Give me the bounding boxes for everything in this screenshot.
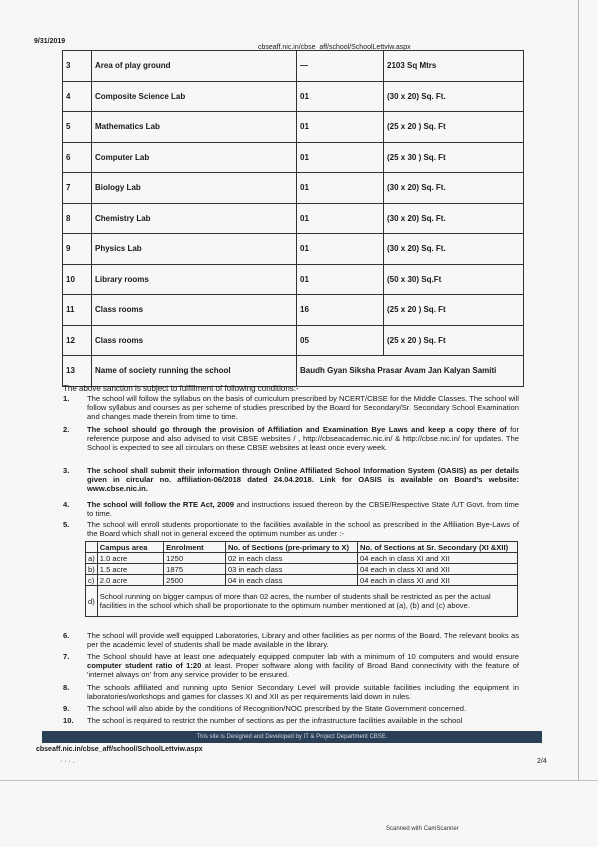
condition-bold: computer student ratio of 1:20: [87, 661, 202, 670]
facility-size: (50 x 30) Sq.Ft: [384, 264, 524, 295]
enrolment-count: 2500: [164, 575, 226, 586]
row-number: 6: [63, 142, 92, 173]
scanner-watermark: Scanned with CamScanner: [386, 826, 459, 832]
footer-url: cbseaff.nic.in/cbse_aff/school/SchoolLettviw.aspx: [36, 746, 203, 753]
campus-area: 1.5 acre: [97, 564, 163, 575]
condition-number: 2.: [63, 425, 70, 434]
condition-4: [63, 500, 519, 518]
enrolment-row: [86, 553, 518, 564]
condition-number: 1.: [63, 394, 70, 403]
print-date: 9/31/2019: [34, 38, 66, 45]
header-url: cbseaff.nic.in/cbse_aff/school/SchoolLettviw.aspx: [258, 44, 411, 51]
enrolment-header-row: [86, 542, 518, 553]
campus-area: 2.0 acre: [97, 575, 163, 586]
column-header: Campus area: [97, 542, 163, 553]
sections-senior: 04 each in class XI and XII: [357, 553, 517, 564]
facility-size: 2103 Sq Mtrs: [384, 51, 524, 82]
condition-number: 4.: [63, 500, 70, 509]
condition-10: [63, 716, 519, 725]
page-number: 2/4: [537, 758, 547, 765]
facility-size: (30 x 20) Sq. Ft.: [384, 203, 524, 234]
facility-row: [63, 142, 524, 173]
facility-name: Physics Lab: [92, 234, 297, 265]
condition-9: [63, 704, 519, 713]
column-header: Enrolment: [164, 542, 226, 553]
condition-number: 5.: [63, 520, 70, 529]
condition-text: The school will follow the syllabus on the basis of curriculum prescribed by NCERT/CBSE for the Middle Classes. The school will follow syllabus and courses as per scheme of studies prescribed by the Board for Secondary/Sr. Secondary School Examination and changes made therein from time to time.: [87, 394, 519, 421]
page-edge: [0, 780, 598, 781]
condition-rest: The School should have at least one adequately equipped computer lab with a minimum of 10 computers and would ensure: [87, 652, 519, 661]
condition-6: [63, 631, 519, 649]
facility-count: 01: [297, 234, 384, 265]
row-number: 13: [63, 356, 92, 387]
sections-senior: 04 each in class XI and XII: [357, 575, 517, 586]
condition-bold: The school will follow the RTE Act, 2009: [87, 500, 235, 509]
condition-bold: The school should go through the provision of Affiliation and Examination Bye Laws and keep a copy there of: [87, 425, 507, 434]
facility-row: [63, 173, 524, 204]
society-row: [63, 356, 524, 387]
facility-size: (30 x 20) Sq. Ft.: [384, 234, 524, 265]
condition-number: 6.: [63, 631, 70, 640]
facility-name: Composite Science Lab: [92, 81, 297, 112]
row-label: Name of society running the school: [92, 356, 297, 387]
row-number: 10: [63, 264, 92, 295]
facility-count: 01: [297, 81, 384, 112]
condition-text: [87, 425, 519, 452]
row-key: c): [86, 575, 98, 586]
facility-row: [63, 112, 524, 143]
facility-count: 01: [297, 112, 384, 143]
condition-2: [63, 425, 519, 452]
facilities-table: [62, 50, 524, 387]
condition-7: [63, 652, 519, 679]
enrolment-row: [86, 575, 518, 586]
facility-count: 01: [297, 264, 384, 295]
row-number: 4: [63, 81, 92, 112]
row-number: 7: [63, 173, 92, 204]
condition-8: [63, 683, 519, 701]
column-header: No. of Sections (pre-primary to X): [225, 542, 357, 553]
conditions-intro: The above sanction is subject to fulfillment of following conditions:-: [63, 384, 299, 393]
facility-count: 01: [297, 203, 384, 234]
scan-specks: · · · .: [60, 758, 75, 765]
facility-name: Area of play ground: [92, 51, 297, 82]
condition-text: The school will provide well equipped Laboratories, Library and other facilities as per norms of the Board. The relevant books as per the academic level of students shall be made available in the library.: [87, 631, 519, 649]
condition-text: The school will also abide by the conditions of Recognition/NOC prescribed by the State Government concerned.: [87, 704, 467, 713]
society-name: Baudh Gyan Siksha Prasar Avam Jan Kalyan Samiti: [297, 356, 524, 387]
row-key: a): [86, 553, 98, 564]
page-edge: [578, 0, 579, 780]
sections-pre-primary: 03 in each class: [225, 564, 357, 575]
column-header: No. of Sections at Sr. Secondary (XI &XII): [357, 542, 517, 553]
condition-text: The school will enroll students proportionate to the facilities available in the school as prescribed in the Affiliation Bye-Laws of the Board which shall not in general exceed the optimum number as under :-: [87, 520, 519, 538]
campus-area: 1.0 acre: [97, 553, 163, 564]
condition-text: [87, 466, 519, 493]
facility-row: [63, 51, 524, 82]
facility-size: (25 x 30 ) Sq. Ft: [384, 142, 524, 173]
condition-text: [87, 652, 519, 679]
facility-size: (25 x 20 ) Sq. Ft: [384, 325, 524, 356]
facility-size: (30 x 20) Sq. Ft.: [384, 173, 524, 204]
facility-size: (25 x 20 ) Sq. Ft: [384, 112, 524, 143]
enrolment-note: School running on bigger campus of more than 02 acres, the number of students shall be restricted as per the actual facilities in the school which shall be proportionate to the optimum number mentioned at (a), (b) and (c) above.: [97, 586, 517, 617]
facility-name: Computer Lab: [92, 142, 297, 173]
row-number: 9: [63, 234, 92, 265]
enrolment-count: 1250: [164, 553, 226, 564]
enrolment-note-row: [86, 586, 518, 617]
facility-row: [63, 295, 524, 326]
facility-name: Biology Lab: [92, 173, 297, 204]
facility-count: 01: [297, 173, 384, 204]
footer-banner: This site is Designed and Developed by IT & Project Department CBSE.: [42, 731, 542, 743]
condition-number: 8.: [63, 683, 70, 692]
condition-3: [63, 466, 519, 493]
row-number: 5: [63, 112, 92, 143]
facility-row: [63, 325, 524, 356]
enrolment-row: [86, 564, 518, 575]
facility-size: (25 x 20 ) Sq. Ft: [384, 295, 524, 326]
facility-count: 16: [297, 295, 384, 326]
facility-name: Class rooms: [92, 295, 297, 326]
condition-number: 7.: [63, 652, 70, 661]
row-number: 8: [63, 203, 92, 234]
enrolment-count: 1875: [164, 564, 226, 575]
condition-bold: The school shall submit their information through Online Affiliated School Information System (OASIS) as per details given in circular no. affiliation-06/2018 dated 24.04.2018. Link for OASIS is available on Board's website: www.cbse.nic.in.: [87, 466, 519, 493]
facility-size: (30 x 20) Sq. Ft.: [384, 81, 524, 112]
condition-number: 3.: [63, 466, 70, 475]
facility-name: Class rooms: [92, 325, 297, 356]
facility-count: 05: [297, 325, 384, 356]
row-number: 12: [63, 325, 92, 356]
facility-row: [63, 234, 524, 265]
condition-number: 9.: [63, 704, 70, 713]
row-number: 11: [63, 295, 92, 326]
facility-count: —: [297, 51, 384, 82]
row-key: b): [86, 564, 98, 575]
condition-rest: at least. Proper software along with facility of Broad Band connectivity with the feature of 'internet always on' from any service provider to be ensured.: [87, 661, 519, 679]
condition-1: [63, 394, 519, 421]
facility-row: [63, 81, 524, 112]
condition-text: [87, 500, 519, 518]
facility-count: 01: [297, 142, 384, 173]
facility-name: Library rooms: [92, 264, 297, 295]
condition-rest: for reference purpose and also advised to visit CBSE websites / , http://cbseacademic.nic.in/ & http://cbse.nic.in/ for updates. The School is expected to see all circulars on these CBSE websites at least once every week.: [87, 425, 519, 452]
facility-name: Mathematics Lab: [92, 112, 297, 143]
facility-row: [63, 203, 524, 234]
condition-number: 10.: [63, 716, 74, 725]
facility-row: [63, 264, 524, 295]
row-key: d): [86, 586, 98, 617]
condition-text: The school is required to restrict the number of sections as per the infrastructure facilities available in the school: [87, 716, 463, 725]
header-blank: [86, 542, 98, 553]
enrolment-table: [85, 541, 518, 617]
row-number: 3: [63, 51, 92, 82]
condition-rest: and instructions issued thereon by the CBSE/Respective State /UT Govt. from time to time.: [87, 500, 519, 518]
condition-5: [63, 520, 519, 538]
condition-text: The schools affiliated and running upto Senior Secondary Level will provide suitable facilities including the equipment in laboratories/workshops and games for classes XI and XII as per requirements laid down in rules.: [87, 683, 519, 701]
sections-senior: 04 each in class XI and XII: [357, 564, 517, 575]
sections-pre-primary: 04 in each class: [225, 575, 357, 586]
sections-pre-primary: 02 in each class: [225, 553, 357, 564]
facility-name: Chemistry Lab: [92, 203, 297, 234]
